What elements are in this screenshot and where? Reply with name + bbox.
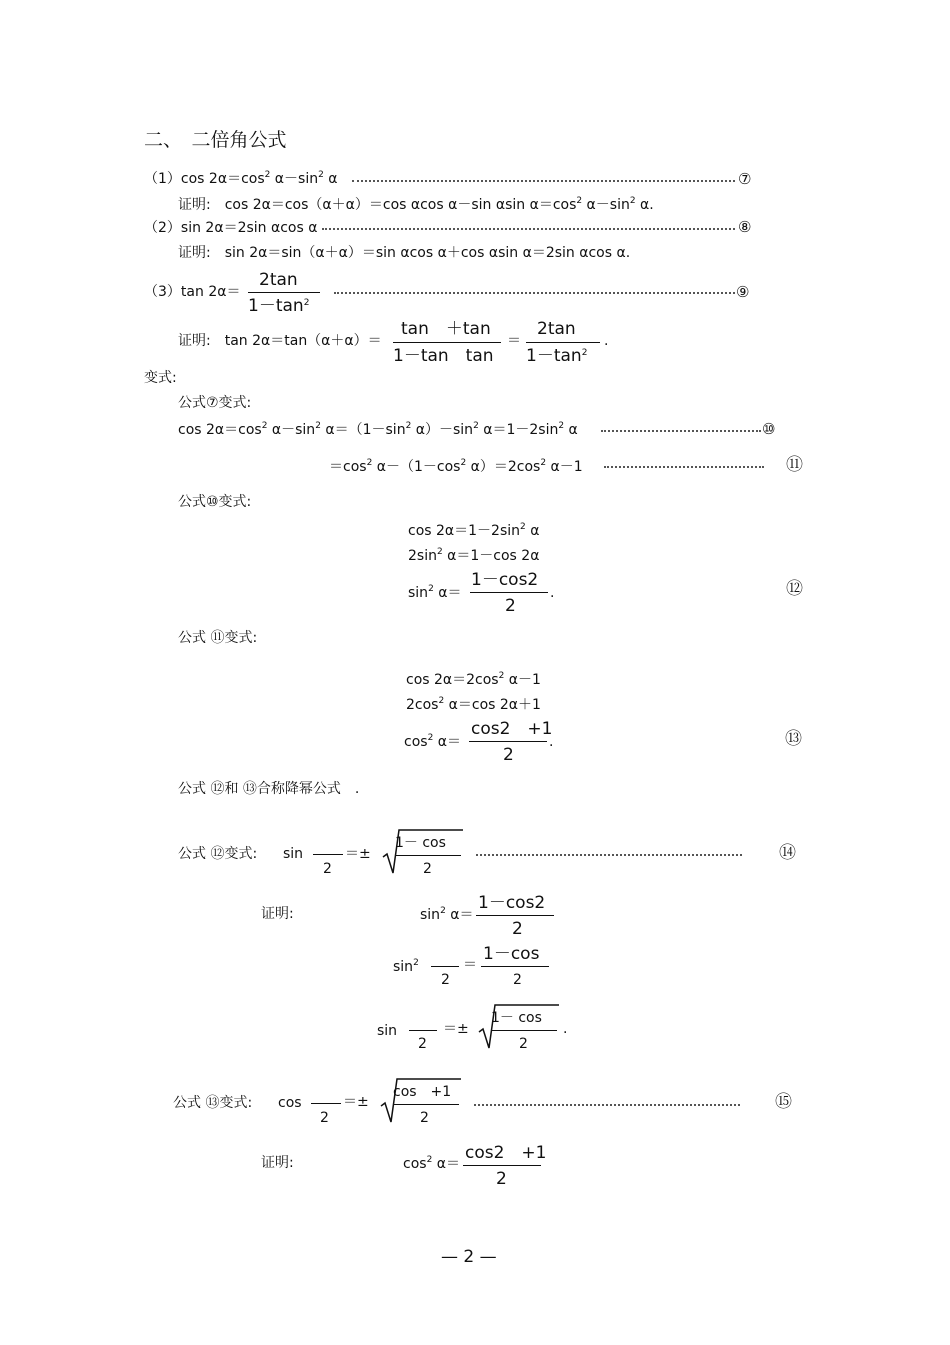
leader-dots bbox=[334, 292, 735, 294]
variant-10-line2: $2\sin^2$ α＝1－cos 2α bbox=[408, 547, 540, 564]
proof-2 bbox=[178, 246, 630, 260]
fraction-denominator: 1－tan tan bbox=[393, 346, 494, 366]
fraction-bar bbox=[491, 1030, 557, 1031]
leader-dots bbox=[322, 228, 735, 230]
fraction-numerator: tan ＋tan bbox=[401, 319, 491, 339]
fraction-bar bbox=[248, 292, 320, 293]
formula-number-12: ⑫ bbox=[786, 579, 803, 599]
fraction-numerator: 1－cos2 bbox=[471, 570, 539, 590]
exponent: 2 bbox=[576, 196, 583, 206]
fraction-denominator: 2 bbox=[441, 972, 450, 988]
proof-14-line2: $\sin^2$ bbox=[393, 958, 419, 975]
fraction-denominator: 2 bbox=[513, 972, 522, 988]
proof-1 bbox=[178, 198, 654, 212]
leader-dots bbox=[352, 180, 735, 182]
fraction-bar bbox=[526, 342, 600, 343]
formula-number-10: ⑩ bbox=[762, 420, 776, 438]
formula-2 bbox=[144, 221, 317, 235]
proof-label: 证明: bbox=[178, 245, 211, 261]
equals-sign: ＝ bbox=[507, 333, 521, 349]
fraction-bar bbox=[313, 854, 343, 855]
fraction-numerator: cos2 +1 bbox=[471, 719, 553, 739]
variant-7-line1: $\cos 2\alpha=\cos^2$ $\alpha-\sin^2$ $\alpha=(1-\sin^2$ $\alpha)-\sin^2$ $\alpha=1-2\sin^2$ α bbox=[178, 421, 578, 438]
leader-dots bbox=[476, 854, 742, 856]
variant-11-title: 公式 ⑪变式: bbox=[178, 630, 258, 646]
exponent: 2 bbox=[264, 170, 271, 180]
variant-7-line2: $=\cos^2$ $\alpha-(1-\cos^2$ $\alpha)=2\cos^2$ α－1 bbox=[329, 458, 583, 475]
formula-number-15: ⑮ bbox=[775, 1092, 792, 1112]
fraction-bar bbox=[469, 741, 547, 742]
fraction-denominator: 2 bbox=[503, 745, 514, 765]
exponent: 2 bbox=[318, 170, 324, 180]
formula-2-text: sin 2α＝2sin αcos α bbox=[180, 220, 318, 236]
fraction-bar bbox=[409, 1030, 437, 1031]
plus-minus: ＝± bbox=[345, 846, 371, 862]
fraction-bar bbox=[395, 855, 461, 856]
variant-11-line1: $\cos 2\alpha=2\cos^2$ α－1 bbox=[406, 671, 541, 688]
fraction-denominator: 2 bbox=[323, 861, 332, 877]
section-title: 二、 二倍角公式 bbox=[144, 129, 287, 151]
variant-10-line1: $\cos 2\alpha=1-2\sin^2$ α bbox=[408, 522, 540, 539]
variant-11-line2: $2\cos^2$ α＝cos 2α＋1 bbox=[406, 696, 541, 713]
fraction-denominator: $1-\tan^2$ bbox=[248, 296, 310, 316]
proof-15-line1: $\cos^2 \alpha=$ bbox=[403, 1155, 460, 1172]
fraction-bar bbox=[470, 592, 548, 593]
period: . bbox=[549, 734, 554, 750]
proof-label: 证明: bbox=[178, 333, 211, 349]
formula-1-end: α bbox=[323, 171, 338, 187]
formula-3-label: （3） bbox=[144, 284, 181, 300]
formula-number-7: ⑦ bbox=[738, 170, 752, 188]
proof-2-text: sin 2α＝sin（α＋α）＝sin αcos α＋cos αsin α＝2sin αcos α. bbox=[224, 245, 631, 261]
formula-3 bbox=[144, 285, 240, 299]
radicand-denominator: 2 bbox=[519, 1036, 528, 1052]
fraction-denominator: 2 bbox=[505, 596, 516, 616]
fraction-numerator: 2tan bbox=[259, 270, 298, 290]
formula-number-8: ⑧ bbox=[738, 218, 752, 236]
variant-11-line3: $\cos^2 \alpha=$ bbox=[404, 733, 461, 750]
formula-2-label: （2） bbox=[144, 220, 181, 236]
proof-3-lhs: tan 2α＝tan（α＋α）＝ bbox=[224, 333, 382, 349]
fraction-denominator: 2 bbox=[512, 919, 523, 939]
period: . bbox=[563, 1021, 568, 1037]
formula-1-label: （1） bbox=[144, 171, 181, 187]
fraction-bar bbox=[393, 342, 501, 343]
fraction-bar bbox=[311, 1103, 341, 1104]
variant-10-line3: $\sin^2 \alpha=$ bbox=[408, 584, 462, 601]
proof-1-text: cos 2α＝cos（α＋α）＝cos αcos α－sin αsin α＝cos bbox=[224, 197, 577, 213]
radicand-denominator: 2 bbox=[423, 861, 432, 877]
page-number: — 2 — bbox=[441, 1247, 497, 1267]
formula-1-lhs: cos 2α＝cos bbox=[180, 171, 265, 187]
radicand-numerator: 1－ cos bbox=[395, 835, 446, 851]
fraction-bar bbox=[431, 966, 459, 967]
fraction-numerator: 1－cos2 bbox=[478, 893, 546, 913]
formula-1 bbox=[144, 172, 338, 186]
fraction-bar bbox=[481, 966, 549, 967]
fraction-denominator: $1-\tan^2$ bbox=[526, 346, 588, 366]
period: . bbox=[550, 585, 555, 601]
sin-label: sin bbox=[283, 846, 304, 862]
fraction-bar bbox=[393, 1104, 459, 1105]
variants-heading: 变式: bbox=[144, 370, 177, 386]
plus-minus: ＝± bbox=[443, 1021, 469, 1037]
proof-1-text: α. bbox=[635, 197, 654, 213]
variant-12-title: 公式 ⑫变式: bbox=[178, 846, 258, 862]
formula-number-11: ⑪ bbox=[786, 455, 803, 475]
formula-number-13: ⑬ bbox=[785, 729, 802, 749]
fraction-bar bbox=[476, 915, 554, 916]
variant-10-title: 公式⑩变式: bbox=[178, 494, 252, 510]
period: . bbox=[604, 333, 609, 349]
proof-14-line1: $\sin^2 \alpha=$ bbox=[420, 906, 474, 923]
radicand-numerator: 1－ cos bbox=[491, 1010, 542, 1026]
leader-dots bbox=[474, 1104, 740, 1106]
equals-sign: ＝ bbox=[463, 957, 477, 973]
proof-label: 证明: bbox=[261, 906, 294, 922]
cos-label: cos bbox=[278, 1095, 302, 1111]
formula-number-9: ⑨ bbox=[736, 283, 750, 301]
fraction-numerator: 1－cos bbox=[483, 944, 540, 964]
fraction-denominator: 2 bbox=[418, 1036, 427, 1052]
formula-3-lhs: tan 2α＝ bbox=[180, 284, 241, 300]
formula-1-mid: α－sin bbox=[270, 171, 319, 187]
radicand-numerator: cos +1 bbox=[393, 1084, 452, 1100]
proof-3 bbox=[178, 334, 382, 348]
reduce-power-note: 公式 ⑫和 ⑬合称降幂公式 . bbox=[178, 781, 360, 797]
exponent: 2 bbox=[629, 196, 636, 206]
fraction-denominator: 2 bbox=[496, 1169, 507, 1189]
proof-1-text: α－sin bbox=[582, 197, 630, 213]
sin-label: sin bbox=[377, 1023, 398, 1039]
proof-label: 证明: bbox=[261, 1155, 294, 1171]
proof-label: 证明: bbox=[178, 197, 211, 213]
fraction-denominator: 2 bbox=[320, 1110, 329, 1126]
fraction-numerator: 2tan bbox=[537, 319, 576, 339]
leader-dots bbox=[604, 466, 764, 468]
variant-7-title: 公式⑦变式: bbox=[178, 395, 252, 411]
fraction-bar bbox=[463, 1165, 541, 1166]
variant-13-title: 公式 ⑬变式: bbox=[173, 1095, 253, 1111]
radicand-denominator: 2 bbox=[420, 1110, 429, 1126]
formula-number-14: ⑭ bbox=[779, 843, 796, 863]
plus-minus: ＝± bbox=[343, 1094, 369, 1110]
fraction-numerator: cos2 +1 bbox=[465, 1143, 547, 1163]
leader-dots bbox=[601, 430, 761, 432]
